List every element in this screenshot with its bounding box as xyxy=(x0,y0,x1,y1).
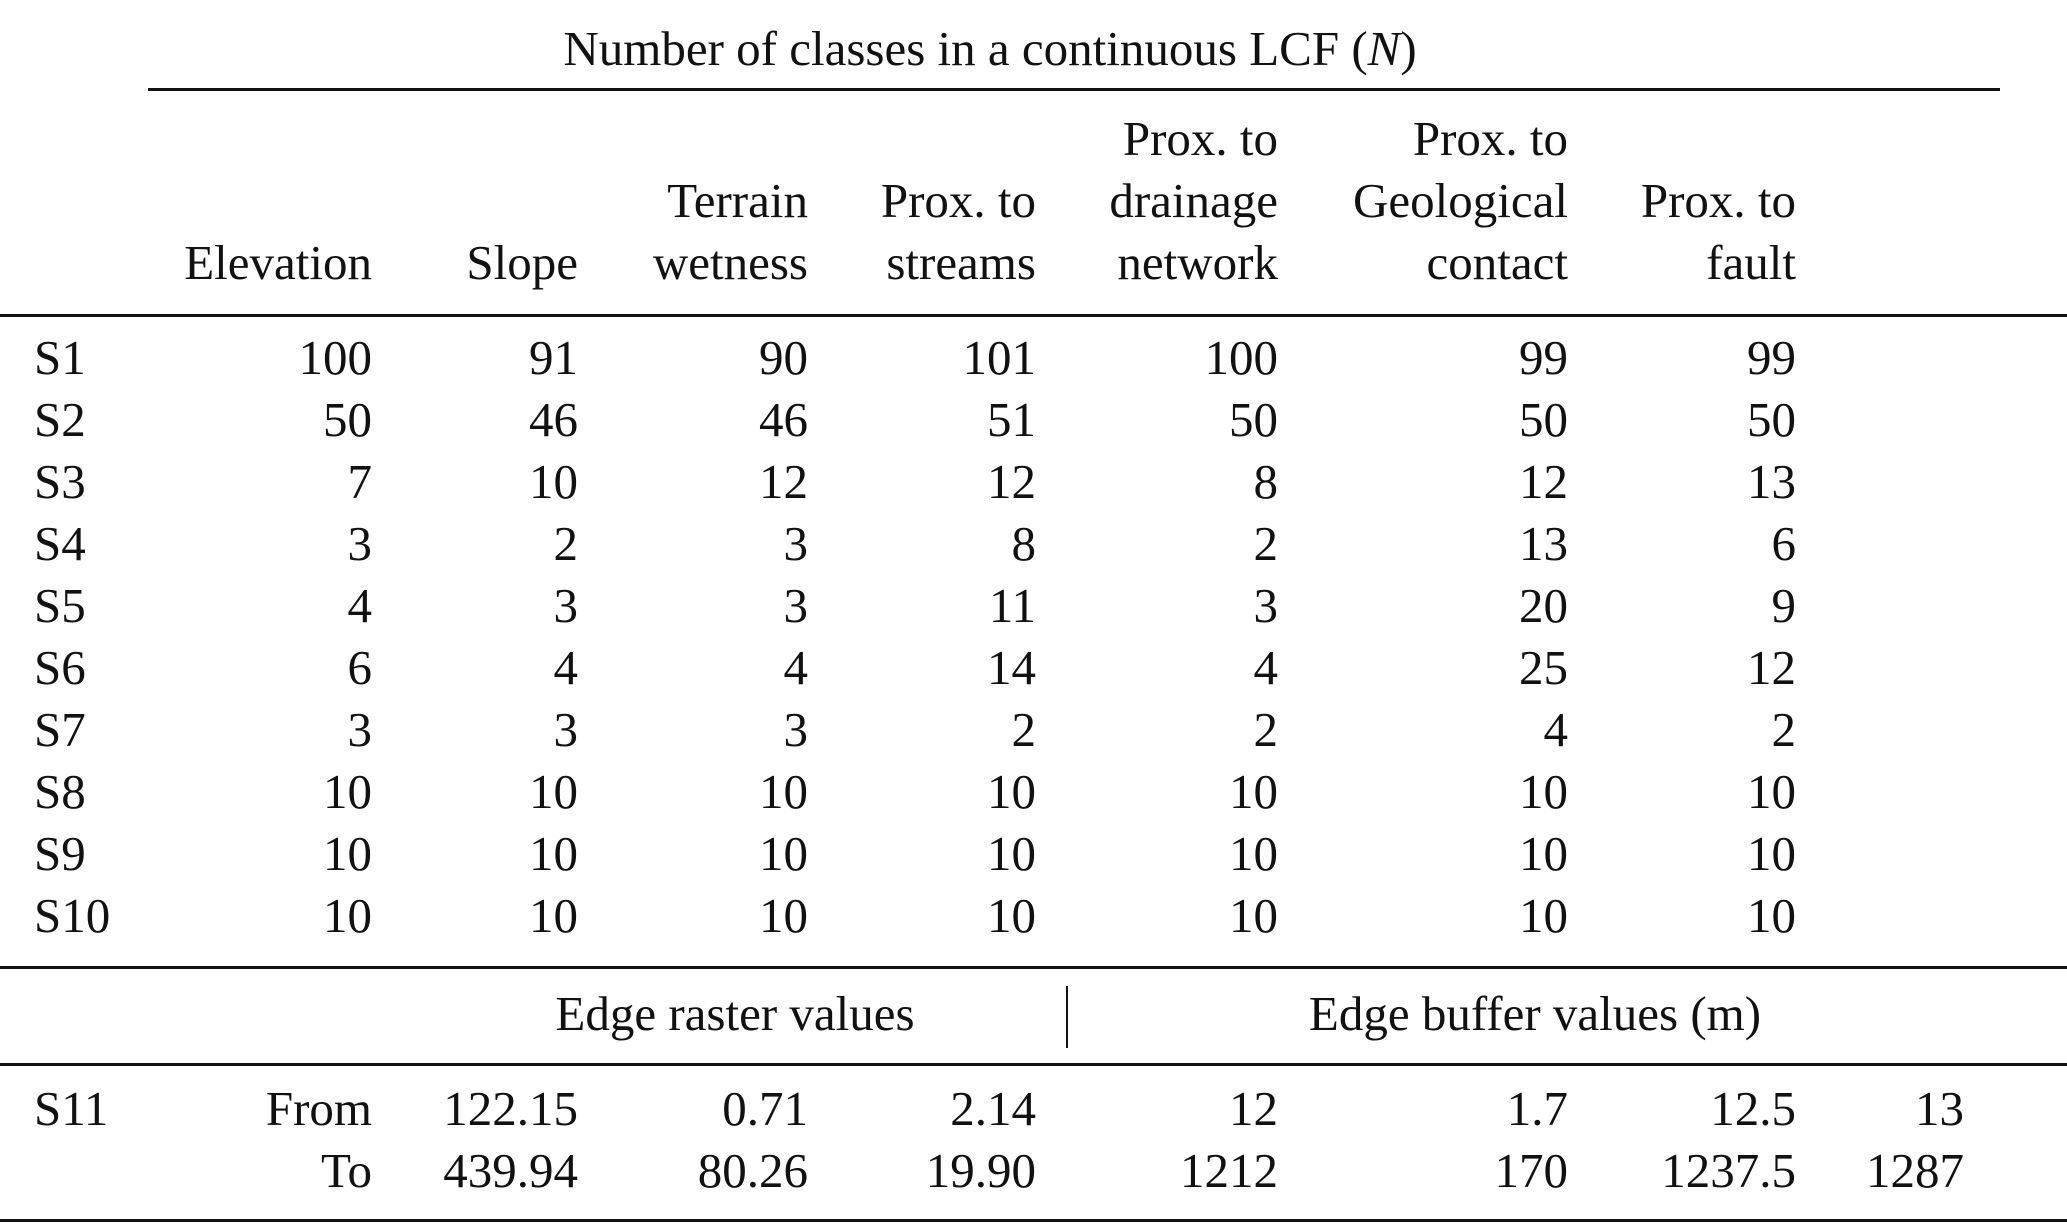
from-value: 0.71 xyxy=(722,1081,808,1136)
table-cell: 10 xyxy=(759,826,808,881)
from-value: 122.15 xyxy=(443,1081,578,1136)
table-cell: 2 xyxy=(553,516,578,571)
table-cell: 7 xyxy=(347,454,372,509)
edge-section-divider xyxy=(1066,986,1068,1048)
table-cell: 12 xyxy=(759,454,808,509)
table-cell: 2 xyxy=(1253,516,1278,571)
table-cell: 91 xyxy=(529,330,578,385)
table-cell: 10 xyxy=(1229,888,1278,943)
column-header-prox-streams: Prox. to streams xyxy=(880,173,1036,290)
table-cell: 3 xyxy=(553,578,578,633)
to-value: 1237.5 xyxy=(1661,1143,1796,1198)
table-cell: 6 xyxy=(347,640,372,695)
column-header-prox-geological-contact: Prox. to Geological contact xyxy=(1353,111,1568,290)
table-cell: 10 xyxy=(529,764,578,819)
table-cell: 3 xyxy=(347,702,372,757)
column-header-elevation: Elevation xyxy=(184,235,372,290)
edge-raster-header: Edge raster values xyxy=(555,986,915,1041)
to-value: 1287 xyxy=(1866,1143,1964,1198)
table-cell: 3 xyxy=(783,578,808,633)
row-label-s11: S11 xyxy=(34,1081,109,1136)
edge-header-rule xyxy=(0,1063,2067,1066)
table-cell: 13 xyxy=(1747,454,1796,509)
from-value: 1.7 xyxy=(1506,1081,1568,1136)
table-cell: 10 xyxy=(1747,826,1796,881)
row-label: S9 xyxy=(34,826,86,881)
table-cell: 2 xyxy=(1253,702,1278,757)
to-value: 80.26 xyxy=(697,1143,808,1198)
table-cell: 99 xyxy=(1519,330,1568,385)
table-cell: 46 xyxy=(529,392,578,447)
row-label: S8 xyxy=(34,764,86,819)
row-label: S4 xyxy=(34,516,86,571)
table-bottom-rule xyxy=(0,1219,2067,1222)
column-header-slope: Slope xyxy=(466,235,578,290)
table-cell: 10 xyxy=(1229,764,1278,819)
table-cell: 10 xyxy=(987,826,1036,881)
table-cell: 4 xyxy=(783,640,808,695)
from-value: 12 xyxy=(1229,1081,1278,1136)
super-header xyxy=(540,18,1440,80)
to-value: 439.94 xyxy=(443,1143,578,1198)
table-cell: 10 xyxy=(1519,826,1568,881)
table-cell: 10 xyxy=(529,888,578,943)
table-cell: 46 xyxy=(759,392,808,447)
table-cell: 10 xyxy=(1519,764,1568,819)
row-label: S10 xyxy=(34,888,111,943)
table-cell: 10 xyxy=(323,764,372,819)
row-label: S3 xyxy=(34,454,86,509)
table-cell: 10 xyxy=(987,764,1036,819)
row-label: S1 xyxy=(34,330,86,385)
table-cell: 10 xyxy=(323,888,372,943)
row-label: S7 xyxy=(34,702,86,757)
table-cell: 8 xyxy=(1011,516,1036,571)
table-cell: 10 xyxy=(759,888,808,943)
row-label: S2 xyxy=(34,392,86,447)
to-value: 170 xyxy=(1494,1143,1568,1198)
table-cell: 3 xyxy=(347,516,372,571)
table-cell: 6 xyxy=(1771,516,1796,571)
to-value: 19.90 xyxy=(925,1143,1036,1198)
to-label: To xyxy=(320,1143,372,1198)
table-cell: 90 xyxy=(759,330,808,385)
table-cell: 12 xyxy=(1747,640,1796,695)
table-cell: 12 xyxy=(987,454,1036,509)
column-header-terrain-wetness: Terrain wetness xyxy=(652,173,808,290)
from-value: 13 xyxy=(1915,1081,1964,1136)
table-cell: 11 xyxy=(988,578,1036,633)
table-cell: 10 xyxy=(1519,888,1568,943)
header-bottom-rule xyxy=(0,314,2067,317)
table-cell: 10 xyxy=(529,454,578,509)
table-cell: 9 xyxy=(1771,578,1796,633)
table-cell: 100 xyxy=(1204,330,1278,385)
edge-buffer-header: Edge buffer values (m) xyxy=(1308,986,1762,1041)
from-value: 2.14 xyxy=(950,1081,1036,1136)
table-cell: 12 xyxy=(1519,454,1568,509)
table-cell: 100 xyxy=(298,330,372,385)
super-header-prefix: Number of classes in a continuous LCF ( xyxy=(563,21,1368,76)
table-cell: 50 xyxy=(1747,392,1796,447)
column-header-prox-fault: Prox. to fault xyxy=(1640,173,1796,290)
row-label: S5 xyxy=(34,578,86,633)
from-label: From xyxy=(265,1081,372,1136)
table-cell: 3 xyxy=(783,702,808,757)
table-cell: 20 xyxy=(1519,578,1568,633)
from-value: 12.5 xyxy=(1710,1081,1796,1136)
row-label: S6 xyxy=(34,640,86,695)
table-cell: 10 xyxy=(323,826,372,881)
table-cell: 2 xyxy=(1771,702,1796,757)
table-cell: 13 xyxy=(1519,516,1568,571)
table-cell: 10 xyxy=(987,888,1036,943)
table-cell: 51 xyxy=(987,392,1036,447)
data-bottom-rule xyxy=(0,966,2067,969)
table-cell: 4 xyxy=(1253,640,1278,695)
table-cell: 8 xyxy=(1253,454,1278,509)
table-cell: 50 xyxy=(1519,392,1568,447)
table-cell: 50 xyxy=(1229,392,1278,447)
table-cell: 10 xyxy=(759,764,808,819)
table-cell: 2 xyxy=(1011,702,1036,757)
table-cell: 25 xyxy=(1519,640,1568,695)
table-cell: 10 xyxy=(529,826,578,881)
column-header-prox-drainage-network: Prox. to drainage network xyxy=(1109,111,1278,290)
table-cell: 10 xyxy=(1229,826,1278,881)
to-value: 1212 xyxy=(1180,1143,1278,1198)
table-cell: 50 xyxy=(323,392,372,447)
table-cell: 4 xyxy=(347,578,372,633)
table-cell: 99 xyxy=(1747,330,1796,385)
table-cell: 10 xyxy=(1747,888,1796,943)
table-cell: 3 xyxy=(1253,578,1278,633)
table-cell: 3 xyxy=(783,516,808,571)
super-header-rule xyxy=(148,88,2000,91)
table-cell: 3 xyxy=(553,702,578,757)
super-header-suffix: ) xyxy=(1400,21,1417,76)
super-header-variable: N xyxy=(1367,21,1401,76)
table-cell: 101 xyxy=(962,330,1036,385)
table-cell: 14 xyxy=(987,640,1036,695)
table-cell: 4 xyxy=(553,640,578,695)
table-cell: 10 xyxy=(1747,764,1796,819)
table-cell: 4 xyxy=(1543,702,1568,757)
